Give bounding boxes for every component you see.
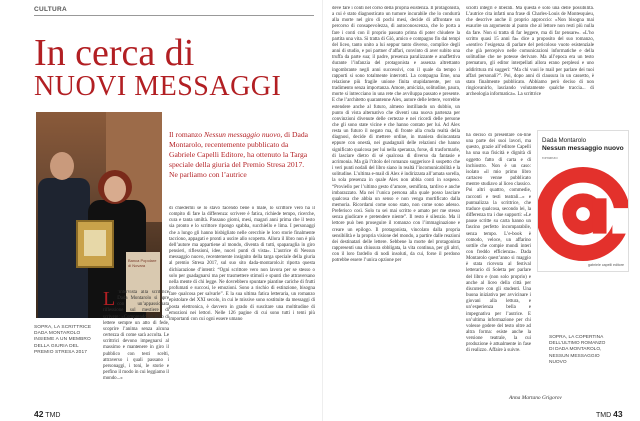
article-column-4: ha deciso di presentare on-line una parte dei suoi lavori, ma questo, grazie all’editore Capelli ha una sua fisicità e dignità di oggetto fatto di carta e di inchiostro. Non è un caso: isolato «il mio primo libro cartaceo venne pubblicato mentre studiavo al liceo classico. Poi altri quattro, commedie, racconti e testi teatrali...» e puntualizza la scrittrice, che traduce qualcosa, secondo lei, la differenza tra i due supporti: «Le pause scritte su carta hanno un fascino perfetto incomparabile, senza tempo. L’e-book è comodo, veloce, un affarino sottile che compie mondi interi con freddo efficienza». Dada Montarolo quest’anno si maggio è stata ricevuta al festival letterario di Soletta per parlare del libro e (non solo proprio) e anche al liceo della città per discutere con gli studenti. Una buona iniziativa per avvicinare i giovani alla lettura, e un’esperienza bella e impegnativa per l’autrice. E un’ultima informazione per chi volesse godere del testo oltre ad altra forma: esiste anche la versione teatrale, la cui produzione è attualmente in fase di realizzo. Affaire à suivre. — [466, 133, 531, 354]
brand-left: TMD — [45, 412, 61, 419]
photo-caption: SOPRA, LA SCRITTRICE DADA MONTAROLO INSIEME A UN MEMBRO DELLA GIURIA DEL PREMIO STRESA 2017 — [34, 325, 92, 355]
sponsor-banner-text: Banca Popolare di Novara — [128, 258, 157, 268]
book-cover — [537, 130, 629, 272]
article-column-opening: L ’intervista alla scrittrice Dada Montarolo si apre con un’appassionata riflessione sul mestiere di scrivere: «Comprendo un libro di lettere sempre un atto di fede, scoprire l’anima senza alcuna certezza di come sarà accolta. Le scrittrici devono impegnarsi al massimo e mantenere in giro il pubblico con testi scelti, attraverso i quali passano i personaggi, i toni, le storie e perfino il modo in cui leggiamo il mondo...» — [103, 290, 169, 382]
page-number-left: 42 — [34, 409, 44, 419]
page-gutter — [322, 0, 323, 421]
book-title-italic: Nessun messaggio nuovo — [204, 130, 281, 139]
cover-caption: SOPRA, LA COPERTINA DELL’ULTIMO ROMANZO DI DADA MONTAROLO, NESSUN MESSAGGIO NUOVO — [549, 335, 606, 365]
juror-head — [50, 152, 74, 180]
section-divider — [34, 15, 314, 16]
author-signature: Anna Martano Grigorov — [509, 395, 562, 401]
section-tag: CULTURA — [34, 6, 68, 13]
at-sign-icon — [537, 165, 629, 263]
footer-right — [596, 409, 623, 419]
article-column-3: sciolti integri e liberati. Ma questa è solo una delle possibilità. L’autrice cita infatti una frase di Charles-Louis de Montesquieu, che descrive anche il proprio approccio: «Non bisogna mai esaurire un argomento al punto che al lettore non resti più nulla da fare. Non si tratta di far leggere, ma di far pensare». «L’ho scritto quasi 15 anni fa» dice a proposito del suo romanzo, «sentivo l’esigenza di parlare del pericoloso vuoto esistenziale che già percepivo nelle comunicazioni informatiche e della solitudine che ne potesse derivare. Ma all’epoca era un testo prematuro, gli editor interpellati allora erano perplessi e uno addirittura mi suggerì: “Ma chi vuoi le mail per parlare dei tuoi affari personali?”. Poi, dopo anni di clausura in un cassetto, è stato finalmente pubblicato. Abbiamo però deciso di non ringiovanirlo, lasciando volutamente qualche traccia... di archeologia informatica». La scrittrice — [466, 6, 594, 98]
author-head — [104, 176, 126, 202]
footer-left — [34, 409, 60, 419]
brand-right: TMD — [596, 412, 612, 419]
book-title: Nessun messaggio nuovo — [542, 145, 624, 152]
book-publisher: gabriele capelli editore — [588, 263, 624, 267]
book-author: Dada Montarolo — [542, 137, 587, 144]
author-photo — [36, 112, 162, 318]
headline-line-2: NUOVI MESSAGGI — [34, 71, 282, 102]
book-subtitle: romanzo — [542, 155, 558, 160]
article-column-1: di chiedermi se lo stavo facendo bene o male, lo scrittore vero ha il compito di fare la differenza: scrivere è fatica, richiede tempo, ricerche, cura e tanta umiltà. Passano giorni, mesi, magari anni prima che il testo sia pronto e lo scrittore ripongo sgabba, succhiello e lima. I personaggi che a lungo gli hanno bisbigliato nelle orecchie le loro storie finalmente tacciono, appagati e pronti a uscire allo scoperto. Allora il libro non è più dell’autore ma appartiene al mondo, diventa di tutti, spaparaglia in giro pensieri, riflessioni, idee, nuovi punti di vista». L’autrice di Nessun messaggio nuovo, recentemente insignito della targa speciale della giuria al premio Stresa 2017, sul suo sito dada-montarolo.it riporta questa dichiarazione d’intenti: “Ogni scrittore vero non lavora per se stesso o solo per guadagnarsi ma per trasmettere stimoli e spunti che attraversano nella mente di chi legge. Ne dovrebbero spuntare piantine cariche di frutti profumati e succosi, le emozioni. Sono a rischio di estinzione, bisogna fare qualcosa per salvarle”. E la sua ultima fatica letteraria, un romanzo epistolare del XXI secolo, in cui le missive sono sostituite da messaggi di posta elettronica, è davvero in grado di suscitare una moltitudine di emozioni nei lettori. Nelle 126 pagine di cui sono tutti i temi più importanti con cui ogni essere umano — [169, 206, 315, 322]
page-number-right: 43 — [613, 409, 623, 419]
dropcap: L — [103, 290, 116, 310]
standfirst: Il romanzo Nessun messaggio nuovo, di Dada Montarolo, recentemente pubblicato da Gabriele Capelli Editore, ha ottenuto la Targa speciale della giuria del Premio Stresa 2017. Ne parliamo con l’autrice — [169, 130, 308, 179]
award-plaque — [76, 220, 114, 268]
article-column-2: deve fare i conti nel corso della propria esistenza. Il protagonista, a cui è stato diagnosticato un tumore incurabile che lo condurrà alla morte nel giro di pochi mesi, decide di affrontare un percorso di consapevolezza, di autoconoscenza, che lo porta a fare i conti con il proprio passato prima di poter chiudere la partita una vita. Si tratta di Gió, amico e compagno fin dai tempi del liceo, tanto unito a lui seppur tanto diverso, complice degli anni di studio, e poi partner d’affari, convinto di aver subito una truffa da parte sua; il padre, presenza paralizzante e anaffettiva durante l’infanzia del protagonista e assenza altrettanto ingombrante negli anni successivi, con il quale da tempo i rapporti si sono totalmente interrotti. La compagna Eme, una relazione più fragile unione finita stupidamente, per un tradimento senza importanza. Amore, amicizia, solitudine, paura, morte si intrecciano in una rete che avviluppa passato e presente. E che l’architetto quarantenne Alex, autore delle lettere, vorrebbe estendere anche al futuro, almeno instillando un dubbio, un punto di vista alternativo che diventi una nuova partenza per convinzioni divenute delle certezze e nei ricordi delle persone che gli sono state vicine e che hanno contato per lui. Ad Alex resta un futuro il negato ma, di fronte alla cruda realtà della diagnosi, decide di mettere ordine, in maniera disincantata eppure con onestà, nei guadagnali delle relazioni che hanno significato qualcosa per lui nella speranza, forse, di trasformarle, di lasciare dietro di sé qualcosa di diverso da fantasie e acrimonia. Ma già l’titolo del romanzo suggerisce il sospetto che i veri punti nodali del libro siano in realtà l’incomunicabilità e la solitudine. L’ultima e-mail di Alex è indirizzata all’amata sorella, la sola presenza in quale Alex non abbia conti in sospeso. “Proviello per l’ultimo gesto d’amore, semifinta, tardivo e anche imbarazzato. Ma nei l’unica persona alla quale posso lasciare qualcosa che abbia un senso e non venga mortificato dalla memoria. Ricordami come sono stato, non come sono adesso. Preferisco così. Solo tu sei mai scritto e amato per me stesso senza giudicare e pretendere niente”. Il resto è silenzio. Ma il lettore può ben proseguire il romanzo con l’immaginazione e creare un epilogo. Il protagonista, vincolato dalla propria sensibilità e la propria visione del mondo, a partire dalle reazioni dei destinatari delle lettere. Sebbene la morte del protagonista rappresenti una chiusura obbligata, la vita continua, per gli altri, con il loro fardello di nodi insoluti, da cui, forse il perdono potrebbe essere l’unica opzione per — [332, 6, 460, 264]
headline-line-1: In cerca di — [34, 32, 195, 74]
